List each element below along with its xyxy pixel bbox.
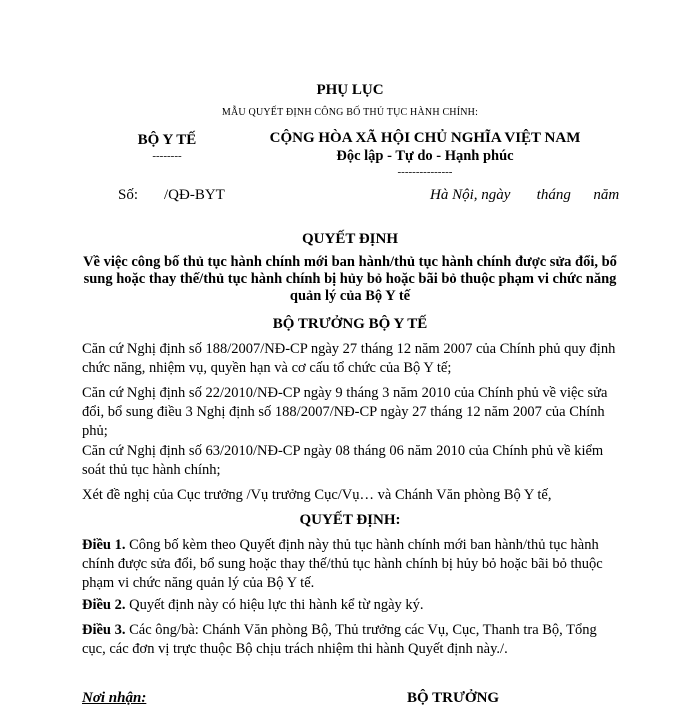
appendix-title: PHỤ LỤC bbox=[316, 82, 384, 98]
ministry-name: BỘ Y TẾ bbox=[137, 132, 197, 148]
ministry-block bbox=[92, 132, 242, 162]
article-label: Điều 1. bbox=[82, 537, 126, 553]
motto-underline: --------------- bbox=[397, 166, 453, 178]
ground-paragraph: Xét đề nghị của Cục trưởng /Vụ trưởng Cục/Vụ… và Chánh Văn phòng Bộ Y tế, bbox=[82, 487, 552, 503]
decision-about: Về việc công bố thủ tục hành chính mới ban hành/thủ tục hành chính được sửa đổi, bổ sung hoặc thay thế/thủ tục hành chính bị hủy bỏ hoặc bãi bỏ thuộc phạm vi chức năng quản lý của Bộ Y tế bbox=[83, 254, 617, 304]
recipients-label: Nơi nhận: bbox=[82, 690, 147, 706]
article-2 bbox=[82, 596, 618, 615]
national-motto: Độc lập - Tự do - Hạnh phúc bbox=[336, 148, 514, 164]
ground-paragraph: Căn cứ Nghị định số 63/2010/NĐ-CP ngày 08 tháng 06 năm 2010 của Chính phủ về kiểm soát thủ tục hành chính; bbox=[82, 443, 604, 478]
article-1 bbox=[82, 536, 618, 593]
document-number bbox=[118, 187, 225, 204]
minister-heading: BỘ TRƯỞNG BỘ Y TẾ bbox=[272, 316, 428, 332]
article-text: Quyết định này có hiệu lực thi hành kể từ ngày ký. bbox=[125, 597, 424, 613]
number-value: /QĐ-BYT bbox=[164, 187, 225, 203]
ministry-underline: -------- bbox=[152, 150, 182, 162]
country-name: CỘNG HÒA XÃ HỘI CHỦ NGHĨA VIỆT NAM bbox=[269, 130, 581, 146]
article-text: Công bố kèm theo Quyết định này thủ tục hành chính mới ban hành/thủ tục hành chính được sửa đổi, bổ sung hoặc thay thế/thủ tục hành chính bị hủy bỏ hoặc bãi bỏ thuộc phạm vi chức năng quản lý của Bộ Y tế. bbox=[82, 537, 603, 591]
article-text: Các ông/bà: Chánh Văn phòng Bộ, Thủ trưởng các Vụ, Cục, Thanh tra Bộ, Tổng cục, các đơn vị trực thuộc Bộ chịu trách nhiệm thi hành Quyết định này./. bbox=[82, 622, 597, 657]
signer-title: BỘ TRƯỞNG bbox=[407, 690, 500, 706]
article-3 bbox=[82, 621, 618, 659]
article-label: Điều 3. bbox=[82, 622, 126, 638]
ground-paragraph: Căn cứ Nghị định số 22/2010/NĐ-CP ngày 9 tháng 3 năm 2010 của Chính phủ về việc sửa đổi, bổ sung điều 3 Nghị định số 188/2007/NĐ-CP ngày 27 tháng 12 năm 2007 của Chính phủ; bbox=[82, 385, 608, 439]
ground-paragraph: Căn cứ Nghị định số 188/2007/NĐ-CP ngày 27 tháng 12 năm 2007 của Chính phủ quy định chức năng, nhiệm vụ, quyền hạn và cơ cấu tổ chức của Bộ Y tế; bbox=[82, 341, 616, 376]
place-date: Hà Nội, ngày tháng năm bbox=[430, 187, 620, 203]
national-header bbox=[255, 130, 595, 178]
decision-title: QUYẾT ĐỊNH bbox=[302, 231, 398, 247]
article-label: Điều 2. bbox=[82, 597, 126, 613]
appendix-subtitle: MẪU QUYẾT ĐỊNH CÔNG BỐ THỦ TỤC HÀNH CHÍNH: bbox=[221, 107, 479, 118]
decide-heading: QUYẾT ĐỊNH: bbox=[299, 512, 401, 528]
number-label: Số: bbox=[118, 187, 139, 203]
